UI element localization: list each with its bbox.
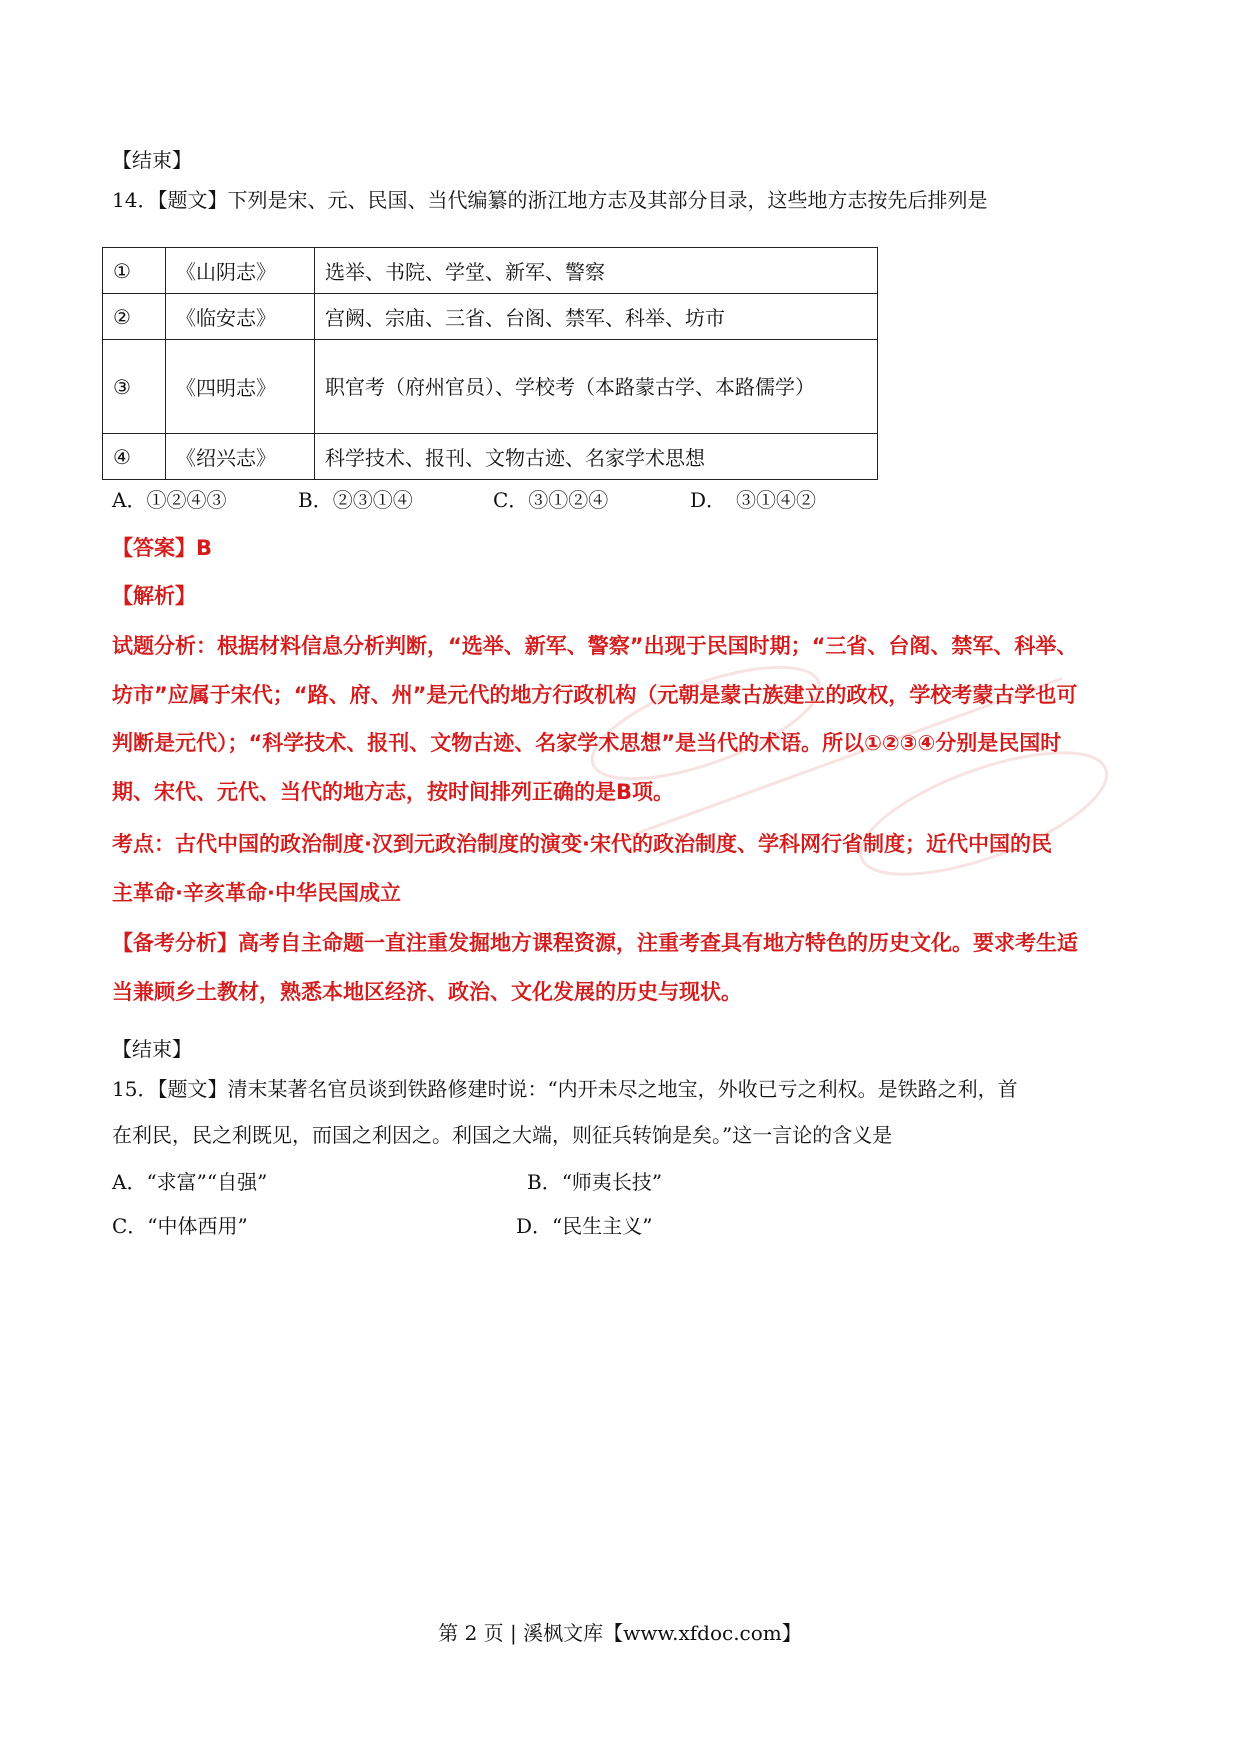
table-row (103, 248, 878, 294)
page-footer: 第 2 页 | 溪枫文库【www.xfdoc.com】 (438, 1621, 802, 1645)
section-end-marker: 【结束】 (112, 1037, 192, 1061)
beikao-line: 【备考分析】高考自主命题一直注重发掘地方课程资源，注重考查具有地方特色的历史文化。要求考生适 (112, 931, 1078, 955)
question-15-stem: 15．【题文】清末某著名官员谈到铁路修建时说：“内开未尽之地宝，外收已亏之利权。是铁路之利，首 (112, 1077, 1018, 1101)
book-title: 《四明志》 (166, 340, 315, 434)
book-title: 《临安志》 (166, 294, 315, 340)
contents: 科学技术、报刊、文物古迹、名家学术思想 (315, 434, 878, 480)
option-c: C．③①②④ (493, 488, 609, 512)
book-title: 《绍兴志》 (166, 434, 315, 480)
row-number: ① (103, 248, 166, 294)
book-title: 《山阴志》 (166, 248, 315, 294)
contents: 宫阙、宗庙、三省、台阁、禁军、科举、坊市 (315, 294, 878, 340)
contents: 职官考（府州官员）、学校考（本路蒙古学、本路儒学） (315, 340, 878, 434)
option-b: B．②③①④ (298, 488, 413, 512)
table-row (103, 294, 878, 340)
question-14-table (102, 247, 878, 480)
analysis-line: 判断是元代）；“科学技术、报刊、文物古迹、名家学术思想”是当代的术语。所以①②③④分别是民国时 (112, 731, 1062, 755)
answer-label: 【答案】B (112, 536, 213, 560)
row-number: ④ (103, 434, 166, 480)
question-14-stem: 14．【题文】下列是宋、元、民国、当代编纂的浙江地方志及其部分目录，这些地方志按先后排列是 (112, 188, 988, 212)
option-b: B．“师夷长技” (527, 1170, 663, 1194)
table-row (103, 340, 878, 434)
option-a: A．①②④③ (112, 488, 227, 512)
row-number: ② (103, 294, 166, 340)
question-15-stem: 在利民，民之利既见，而国之利因之。利国之大端，则征兵转饷是矣。”这一言论的含义是 (112, 1123, 893, 1147)
option-a: A．“求富”“自强” (112, 1170, 268, 1194)
analysis-heading: 【解析】 (112, 584, 196, 608)
analysis-line: 试题分析：根据材料信息分析判断，“选举、新军、警察”出现于民国时期；“三省、台阁、禁军、科举、 (112, 634, 1078, 658)
analysis-line: 坊市”应属于宋代；“路、府、州”是元代的地方行政机构（元朝是蒙古族建立的政权，学校考蒙古学也可 (112, 683, 1078, 707)
beikao-line: 当兼顾乡土教材，熟悉本地区经济、政治、文化发展的历史与现状。 (112, 980, 742, 1004)
contents: 选举、书院、学堂、新军、警察 (315, 248, 878, 294)
table-row (103, 434, 878, 480)
watermark-graphic (560, 560, 1120, 980)
option-d: D． ③①④② (690, 488, 817, 512)
section-end-marker: 【结束】 (112, 148, 192, 172)
option-d: D．“民生主义” (516, 1214, 653, 1238)
analysis-line: 期、宋代、元代、当代的地方志，按时间排列正确的是B项。 (112, 780, 675, 804)
kaodian-line: 考点：古代中国的政治制度·汉到元政治制度的演变·宋代的政治制度、学科网行省制度；近代中国的民 (112, 832, 1052, 856)
kaodian-line: 主革命·辛亥革命·中华民国成立 (112, 881, 401, 905)
row-number: ③ (103, 340, 166, 434)
option-c: C．“中体西用” (112, 1214, 248, 1238)
